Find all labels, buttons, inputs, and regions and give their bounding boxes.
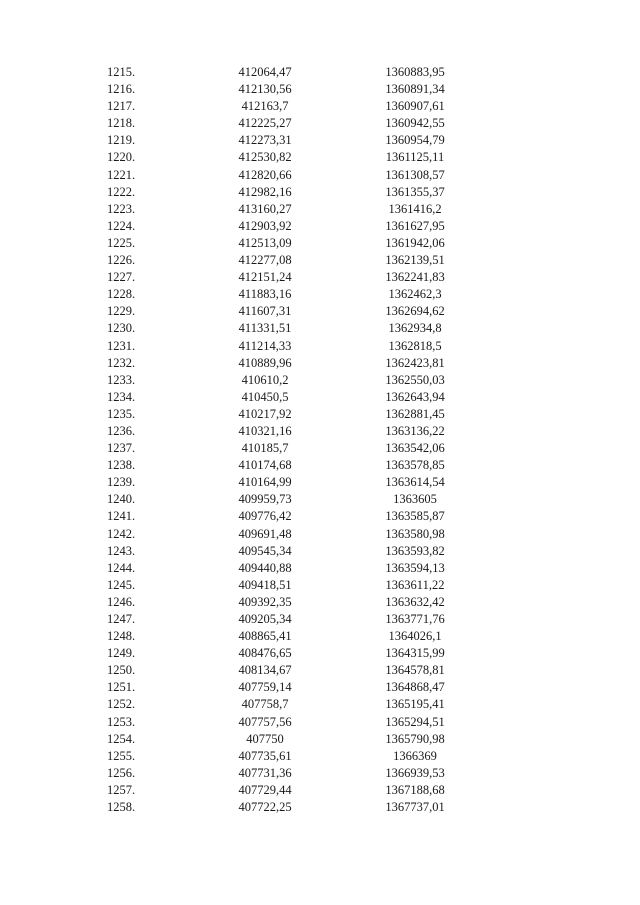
x-coordinate: 412982,16	[238, 184, 292, 199]
y-coordinate: 1365195,41	[385, 697, 445, 712]
x-coordinate: 409392,35	[238, 594, 292, 609]
x-coordinate: 412513,09	[238, 235, 292, 250]
point-number: 1239.	[107, 475, 136, 490]
x-coordinate: 410889,96	[238, 355, 292, 370]
table-row	[0, 543, 640, 560]
table-row	[0, 560, 640, 577]
x-coordinate: 411331,51	[238, 321, 292, 336]
x-coordinate: 409776,42	[238, 509, 292, 524]
point-number: 1237.	[107, 441, 136, 456]
x-coordinate: 407735,61	[238, 748, 292, 763]
x-coordinate: 409545,34	[238, 543, 292, 558]
x-coordinate: 407759,14	[238, 680, 292, 695]
y-coordinate: 1363585,87	[385, 509, 445, 524]
point-number: 1234.	[107, 389, 136, 404]
x-coordinate: 412530,82	[238, 150, 292, 165]
y-coordinate: 1361125,11	[385, 150, 445, 165]
coordinate-table	[0, 64, 640, 816]
x-coordinate: 410321,16	[238, 423, 292, 438]
y-coordinate: 1363614,54	[385, 475, 445, 490]
table-row	[0, 218, 640, 235]
point-number: 1255.	[107, 748, 136, 763]
x-coordinate: 409959,73	[238, 492, 292, 507]
point-number: 1216.	[107, 82, 136, 97]
x-coordinate: 407758,7	[241, 697, 289, 712]
table-row	[0, 508, 640, 525]
point-number: 1227.	[107, 270, 136, 285]
y-coordinate: 1361627,95	[385, 218, 445, 233]
table-row	[0, 338, 640, 355]
table-row	[0, 731, 640, 748]
x-coordinate: 413160,27	[238, 201, 292, 216]
y-coordinate: 1365294,51	[385, 714, 445, 729]
table-row	[0, 320, 640, 337]
table-row	[0, 389, 640, 406]
table-row	[0, 64, 640, 81]
table-row	[0, 303, 640, 320]
y-coordinate: 1364578,81	[385, 663, 445, 678]
point-number: 1218.	[107, 116, 136, 131]
point-number: 1245.	[107, 577, 136, 592]
table-row	[0, 474, 640, 491]
point-number: 1235.	[107, 406, 136, 421]
y-coordinate: 1364868,47	[385, 680, 445, 695]
y-coordinate: 1366939,53	[385, 765, 445, 780]
table-row	[0, 235, 640, 252]
point-number: 1229.	[107, 304, 136, 319]
x-coordinate: 410185,7	[241, 441, 289, 456]
y-coordinate: 1363611,22	[385, 577, 445, 592]
y-coordinate: 1366369	[393, 748, 437, 763]
point-number: 1217.	[107, 99, 136, 114]
point-number: 1252.	[107, 697, 136, 712]
x-coordinate: 410174,68	[238, 458, 292, 473]
point-number: 1223.	[107, 201, 136, 216]
table-row	[0, 765, 640, 782]
y-coordinate: 1362694,62	[385, 304, 445, 319]
point-number: 1232.	[107, 355, 136, 370]
point-number: 1247.	[107, 612, 136, 626]
y-coordinate: 1362643,94	[385, 389, 445, 404]
table-row	[0, 252, 640, 269]
x-coordinate: 410164,99	[238, 475, 292, 490]
y-coordinate: 1362423,81	[385, 355, 445, 370]
table-row	[0, 577, 640, 594]
table-row	[0, 645, 640, 662]
x-coordinate: 409691,48	[238, 526, 292, 541]
point-number: 1243.	[107, 543, 136, 558]
table-row	[0, 457, 640, 474]
table-row	[0, 662, 640, 679]
y-coordinate: 1362818,5	[388, 338, 442, 353]
point-number: 1256.	[107, 765, 136, 780]
y-coordinate: 1365790,98	[385, 731, 445, 746]
y-coordinate: 1363594,13	[385, 560, 445, 575]
point-number: 1231.	[107, 338, 136, 353]
x-coordinate: 412163,7	[241, 99, 289, 114]
point-number: 1248.	[107, 629, 136, 644]
y-coordinate: 1360954,79	[385, 133, 445, 148]
y-coordinate: 1360907,61	[385, 99, 445, 114]
table-row	[0, 696, 640, 713]
table-row	[0, 406, 640, 423]
y-coordinate: 1360942,55	[385, 116, 445, 131]
y-coordinate: 1363632,42	[385, 594, 445, 609]
point-number: 1254.	[107, 731, 136, 746]
table-row	[0, 269, 640, 286]
x-coordinate: 412903,92	[238, 218, 292, 233]
table-row	[0, 679, 640, 696]
table-row	[0, 782, 640, 799]
y-coordinate: 1363771,76	[385, 612, 445, 626]
table-row	[0, 594, 640, 611]
point-number: 1225.	[107, 235, 136, 250]
x-coordinate: 407750	[246, 731, 284, 746]
y-coordinate: 1367188,68	[385, 782, 445, 797]
point-number: 1238.	[107, 458, 136, 473]
x-coordinate: 412820,66	[238, 167, 292, 182]
x-coordinate: 412277,08	[238, 253, 292, 268]
table-row	[0, 132, 640, 149]
y-coordinate: 1363136,22	[385, 423, 445, 438]
y-coordinate: 1360891,34	[385, 82, 445, 97]
table-row	[0, 799, 640, 816]
point-number: 1220.	[107, 150, 136, 165]
table-row	[0, 98, 640, 115]
table-row	[0, 611, 640, 628]
point-number: 1258.	[107, 800, 136, 815]
y-coordinate: 1367737,01	[385, 800, 445, 815]
y-coordinate: 1363578,85	[385, 458, 445, 473]
x-coordinate: 409440,88	[238, 560, 292, 575]
y-coordinate: 1360883,95	[385, 65, 445, 79]
x-coordinate: 411883,16	[238, 287, 292, 302]
table-row	[0, 355, 640, 372]
y-coordinate: 1362462,3	[388, 287, 442, 302]
table-row	[0, 423, 640, 440]
x-coordinate: 412130,56	[238, 82, 292, 97]
point-number: 1246.	[107, 594, 136, 609]
table-row	[0, 81, 640, 98]
point-number: 1230.	[107, 321, 136, 336]
table-row	[0, 184, 640, 201]
point-number: 1226.	[107, 253, 136, 268]
y-coordinate: 1363605	[393, 492, 437, 507]
x-coordinate: 408865,41	[238, 629, 292, 644]
x-coordinate: 410217,92	[238, 406, 292, 421]
x-coordinate: 410450,5	[241, 389, 289, 404]
y-coordinate: 1362550,03	[385, 372, 445, 387]
x-coordinate: 407722,25	[238, 800, 292, 815]
x-coordinate: 407731,36	[238, 765, 292, 780]
x-coordinate: 412273,31	[238, 133, 292, 148]
table-row	[0, 440, 640, 457]
x-coordinate: 408134,67	[238, 663, 292, 678]
y-coordinate: 1361416,2	[388, 201, 442, 216]
x-coordinate: 412225,27	[238, 116, 292, 131]
table-row	[0, 167, 640, 184]
point-number: 1249.	[107, 646, 136, 661]
x-coordinate: 411214,33	[238, 338, 292, 353]
x-coordinate: 411607,31	[238, 304, 292, 319]
y-coordinate: 1361308,57	[385, 167, 445, 182]
table-row	[0, 115, 640, 132]
x-coordinate: 409418,51	[238, 577, 292, 592]
point-number: 1241.	[107, 509, 136, 524]
x-coordinate: 408476,65	[238, 646, 292, 661]
point-number: 1244.	[107, 560, 136, 575]
y-coordinate: 1364026,1	[388, 629, 442, 644]
y-coordinate: 1362881,45	[385, 406, 445, 421]
x-coordinate: 409205,34	[238, 612, 292, 626]
x-coordinate: 407757,56	[238, 714, 292, 729]
table-row	[0, 491, 640, 508]
x-coordinate: 412064,47	[238, 65, 292, 79]
point-number: 1253.	[107, 714, 136, 729]
table-row	[0, 748, 640, 765]
point-number: 1221.	[107, 167, 136, 182]
y-coordinate: 1361355,37	[385, 184, 445, 199]
table-row	[0, 714, 640, 731]
y-coordinate: 1364315,99	[385, 646, 445, 661]
table-row	[0, 201, 640, 218]
y-coordinate: 1362934,8	[388, 321, 442, 336]
x-coordinate: 412151,24	[238, 270, 292, 285]
y-coordinate: 1363580,98	[385, 526, 445, 541]
table-row	[0, 286, 640, 303]
point-number: 1219.	[107, 133, 136, 148]
y-coordinate: 1363593,82	[385, 543, 445, 558]
point-number: 1250.	[107, 663, 136, 678]
y-coordinate: 1362139,51	[385, 253, 445, 268]
x-coordinate: 410610,2	[241, 372, 289, 387]
x-coordinate: 407729,44	[238, 782, 292, 797]
point-number: 1222.	[107, 184, 136, 199]
point-number: 1257.	[107, 782, 136, 797]
table-row	[0, 526, 640, 543]
table-row	[0, 372, 640, 389]
y-coordinate: 1361942,06	[385, 235, 445, 250]
point-number: 1233.	[107, 372, 136, 387]
point-number: 1215.	[107, 65, 136, 79]
y-coordinate: 1363542,06	[385, 441, 445, 456]
point-number: 1224.	[107, 218, 136, 233]
point-number: 1228.	[107, 287, 136, 302]
point-number: 1242.	[107, 526, 136, 541]
point-number: 1240.	[107, 492, 136, 507]
point-number: 1236.	[107, 423, 136, 438]
table-row	[0, 628, 640, 645]
table-row	[0, 149, 640, 166]
y-coordinate: 1362241,83	[385, 270, 445, 285]
point-number: 1251.	[107, 680, 136, 695]
